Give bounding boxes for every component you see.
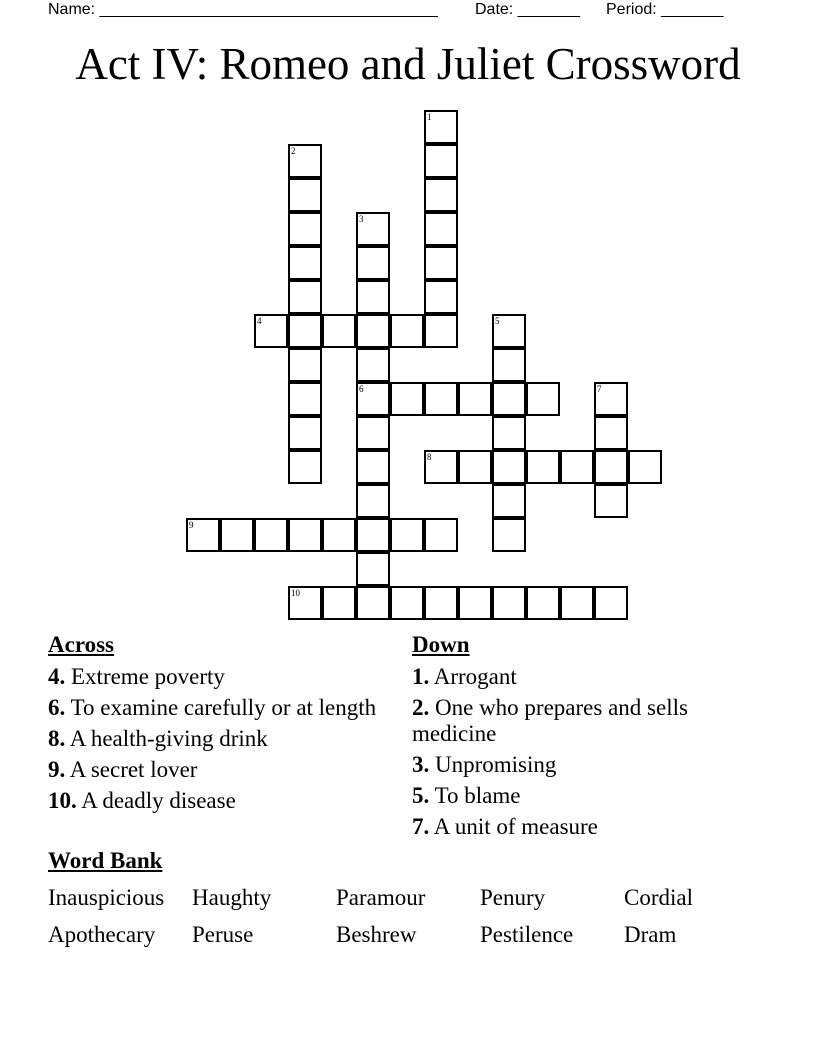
clue-text: A unit of measure (429, 814, 598, 839)
grid-cell[interactable] (220, 518, 254, 552)
grid-cell[interactable] (288, 586, 322, 620)
grid-cell[interactable] (356, 586, 390, 620)
clue-number: 10 (291, 588, 300, 598)
grid-cell[interactable] (288, 178, 322, 212)
grid-cell[interactable] (356, 518, 390, 552)
grid-cell[interactable] (594, 586, 628, 620)
grid-cell[interactable] (322, 518, 356, 552)
word-bank-word: Pestilence (480, 922, 574, 947)
clue-text: To examine carefully or at length (65, 695, 377, 720)
grid-cell[interactable] (288, 382, 322, 416)
word-bank-word: Beshrew (336, 922, 417, 947)
grid-cell[interactable] (424, 586, 458, 620)
grid-cell[interactable] (322, 586, 356, 620)
clue-number-label: 4. (48, 664, 66, 689)
grid-cell[interactable] (186, 518, 220, 552)
across-heading: Across (48, 632, 115, 657)
clue-text: One who prepares and sells medicine (412, 695, 688, 746)
grid-cell[interactable] (356, 382, 390, 416)
clue-text: A secret lover (65, 757, 198, 782)
grid-cell[interactable] (492, 450, 526, 484)
clue-number: 6 (359, 384, 364, 394)
clue-number-label: 5. (412, 783, 430, 808)
grid-cell[interactable] (594, 382, 628, 416)
clue-text: A health-giving drink (65, 726, 268, 751)
clue-number: 9 (189, 520, 194, 530)
clue-text: A deadly disease (76, 788, 236, 813)
clue-text: Extreme poverty (65, 664, 225, 689)
grid-cell[interactable] (288, 450, 322, 484)
clue-number: 4 (257, 316, 262, 326)
grid-cell[interactable] (424, 110, 458, 144)
word-bank-word: Dram (624, 922, 677, 947)
clue-number-label: 8. (48, 726, 66, 751)
grid-cell[interactable] (288, 144, 322, 178)
grid-cell[interactable] (322, 314, 356, 348)
grid-cell[interactable] (356, 246, 390, 280)
grid-cell[interactable] (560, 586, 594, 620)
grid-cell[interactable] (594, 484, 628, 518)
grid-cell[interactable] (492, 586, 526, 620)
clue-number: 5 (495, 316, 500, 326)
word-bank-word: Penury (480, 885, 546, 910)
grid-cell[interactable] (424, 382, 458, 416)
word-bank-word: Paramour (336, 885, 426, 910)
grid-cell[interactable] (594, 416, 628, 450)
clue-item (48, 788, 388, 814)
grid-cell[interactable] (288, 212, 322, 246)
clue-item (412, 752, 762, 778)
grid-cell[interactable] (594, 450, 628, 484)
clue-number-label: 1. (412, 664, 430, 689)
grid-cell[interactable] (288, 518, 322, 552)
grid-cell[interactable] (356, 314, 390, 348)
clue-number: 8 (427, 452, 432, 462)
grid-cell[interactable] (288, 416, 322, 450)
grid-cell[interactable] (424, 518, 458, 552)
page-title: Act IV: Romeo and Juliet Crossword (75, 39, 741, 89)
clue-text: Arrogant (429, 664, 517, 689)
grid-cell[interactable] (424, 178, 458, 212)
grid-cell[interactable] (356, 280, 390, 314)
clue-item (412, 814, 762, 840)
clue-number-label: 10. (48, 788, 77, 813)
clue-number: 1 (427, 112, 432, 122)
grid-cell[interactable] (254, 314, 288, 348)
clue-text: Unpromising (429, 752, 557, 777)
word-bank-word: Cordial (624, 885, 693, 910)
clue-number-label: 9. (48, 757, 66, 782)
clue-number-label: 6. (48, 695, 66, 720)
name-field[interactable]: Name: ______________________________________ (48, 1, 438, 18)
clue-number: 3 (359, 214, 364, 224)
word-bank-word: Peruse (192, 922, 254, 947)
grid-cell[interactable] (424, 144, 458, 178)
grid-cell[interactable] (560, 450, 594, 484)
grid-cell[interactable] (424, 246, 458, 280)
grid-cell[interactable] (458, 586, 492, 620)
grid-cell[interactable] (424, 450, 458, 484)
grid-cell[interactable] (356, 348, 390, 382)
across-clues (48, 664, 388, 819)
grid-cell[interactable] (492, 416, 526, 450)
date-field[interactable]: Date: _______ (475, 1, 580, 18)
word-bank-word: Haughty (192, 885, 272, 910)
grid-cell[interactable] (288, 314, 322, 348)
word-bank-word: Apothecary (48, 922, 156, 947)
clue-item (412, 664, 762, 690)
clue-item (412, 695, 762, 747)
grid-cell[interactable] (424, 314, 458, 348)
word-bank-heading: Word Bank (48, 848, 163, 873)
clue-item (48, 757, 388, 783)
grid-cell[interactable] (356, 552, 390, 586)
grid-cell[interactable] (458, 450, 492, 484)
grid-cell[interactable] (526, 586, 560, 620)
clue-number: 2 (291, 146, 296, 156)
grid-cell[interactable] (390, 314, 424, 348)
clue-item (412, 783, 762, 809)
clue-text: To blame (429, 783, 521, 808)
grid-cell[interactable] (492, 518, 526, 552)
grid-cell[interactable] (288, 246, 322, 280)
grid-cell[interactable] (526, 382, 560, 416)
down-clues (412, 664, 762, 845)
down-heading: Down (412, 632, 470, 657)
clue-item (48, 726, 388, 752)
grid-cell[interactable] (356, 484, 390, 518)
grid-cell[interactable] (390, 586, 424, 620)
grid-cell[interactable] (390, 518, 424, 552)
grid-cell[interactable] (424, 280, 458, 314)
grid-cell[interactable] (492, 484, 526, 518)
grid-cell[interactable] (356, 212, 390, 246)
grid-cell[interactable] (492, 348, 526, 382)
grid-cell[interactable] (492, 314, 526, 348)
grid-cell[interactable] (254, 518, 288, 552)
clue-number: 7 (597, 384, 602, 394)
grid-cell[interactable] (492, 382, 526, 416)
clue-number-label: 3. (412, 752, 430, 777)
grid-cell[interactable] (526, 450, 560, 484)
grid-cell[interactable] (356, 450, 390, 484)
clue-number-label: 2. (412, 695, 430, 720)
grid-cell[interactable] (288, 348, 322, 382)
grid-cell[interactable] (356, 416, 390, 450)
period-field[interactable]: Period: _______ (606, 1, 724, 18)
word-bank-word: Inauspicious (48, 885, 165, 910)
grid-cell[interactable] (628, 450, 662, 484)
grid-cell[interactable] (458, 382, 492, 416)
grid-cell[interactable] (424, 212, 458, 246)
clue-item (48, 695, 388, 721)
clue-item (48, 664, 388, 690)
grid-cell[interactable] (288, 280, 322, 314)
grid-cell[interactable] (390, 382, 424, 416)
clue-number-label: 7. (412, 814, 430, 839)
